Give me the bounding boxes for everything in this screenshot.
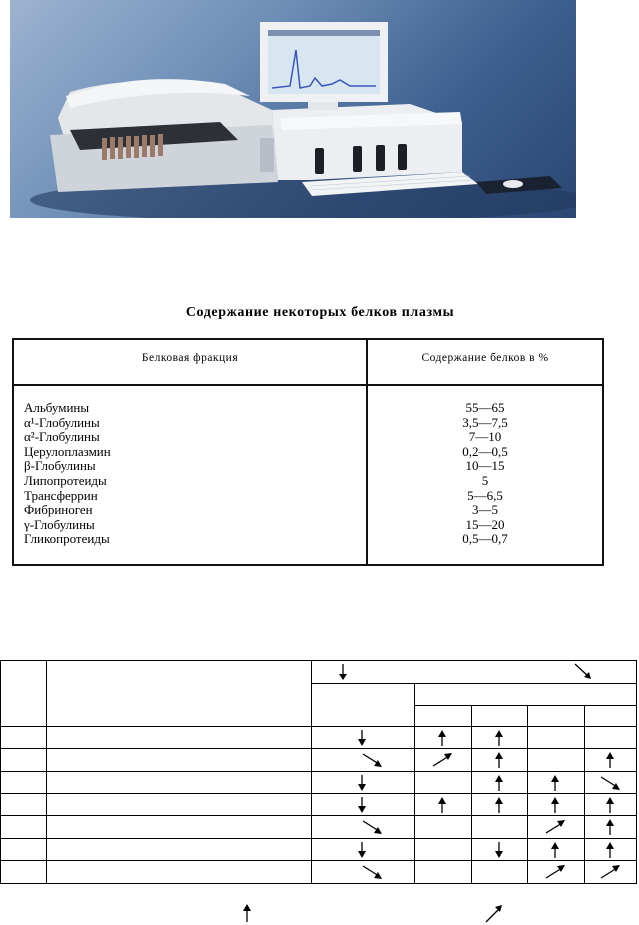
up-arrow-icon [604,796,616,814]
fraction-name: Альбумины [24,400,90,415]
header-fraction: Белковая фракция [141,352,239,364]
fraction-value: 55—65 [465,400,505,415]
grid-line [527,706,528,884]
fraction-name: α¹-Глобулины [24,414,100,430]
fraction-name: β-Глобулины [24,458,96,474]
grid-line [0,860,637,861]
fraction-value: 10—15 [465,458,505,474]
down-right-arrow-icon [361,819,383,835]
grid-line [0,815,637,816]
up-arrow-icon [604,751,616,769]
fraction-names [24,401,111,547]
fraction-name: Фибриноген [24,502,93,518]
fraction-value: 0,2—0,5 [462,443,508,459]
down-right-arrow-icon [361,752,383,768]
down-right-arrow-icon [599,775,621,791]
up-right-arrow-icon [544,864,566,880]
fraction-name: Церулоплазмин [24,443,111,459]
analyzer-illustration [10,0,576,218]
grid-line [0,660,637,661]
grid-line [414,705,637,706]
up-arrow-icon [493,774,505,792]
grid-line [0,793,637,794]
header-divider [14,384,602,386]
up-right-arrow-icon [431,752,453,768]
grid-line [0,726,637,727]
grid-line [0,883,637,884]
up-arrow-icon [604,841,616,859]
down-arrow-icon [356,841,368,859]
up-arrow-icon [241,903,253,923]
fraction-value: 5 [481,472,489,488]
change-grid-table [0,660,637,884]
down-right-arrow-icon [573,662,593,680]
fraction-value: 0,5—0,7 [462,531,508,547]
fraction-value: 5—6,5 [467,487,503,503]
down-arrow-icon [493,841,505,859]
grid-line [636,660,637,884]
grid-line [0,771,637,772]
fraction-value: 3—5 [472,502,498,518]
down-arrow-icon [336,663,350,681]
up-arrow-icon [604,818,616,836]
fraction-name: Трансферрин [24,487,98,503]
header-content: Содержание белков в % [421,352,549,364]
fraction-name: γ-Глобулины [24,516,95,532]
up-arrow-icon [549,774,561,792]
protein-table [12,338,604,566]
down-arrow-icon [356,729,368,747]
up-arrow-icon [493,796,505,814]
up-arrow-icon [436,796,448,814]
fraction-value: 7—10 [468,429,502,445]
up-arrow-icon [493,729,505,747]
up-arrow-icon [549,796,561,814]
protein-table-title: Содержание некоторых белков плазмы [185,305,455,320]
down-right-arrow-icon [361,864,383,880]
fraction-value: 15—20 [465,516,505,532]
down-arrow-icon [356,774,368,792]
fraction-name: Липопротеиды [24,472,107,488]
up-arrow-icon [549,841,561,859]
fraction-name: Гликопротеиды [24,531,110,547]
fraction-name: α²-Глобулины [24,429,100,445]
up-arrow-icon [493,751,505,769]
up-right-arrow-icon [544,819,566,835]
grid-line [311,683,637,684]
fraction-value: 3,5—7,5 [462,414,508,430]
grid-line [311,660,312,884]
down-arrow-icon [356,796,368,814]
grid-line [584,706,585,884]
up-arrow-icon [436,729,448,747]
grid-line [46,660,47,884]
grid-line [0,748,637,749]
fraction-values [368,401,602,547]
up-right-arrow-icon [484,904,504,924]
analyzer-photo [10,0,576,218]
grid-line [471,706,472,884]
grid-line [414,684,415,884]
up-right-arrow-icon [599,864,621,880]
grid-line [0,660,1,884]
grid-line [0,838,637,839]
